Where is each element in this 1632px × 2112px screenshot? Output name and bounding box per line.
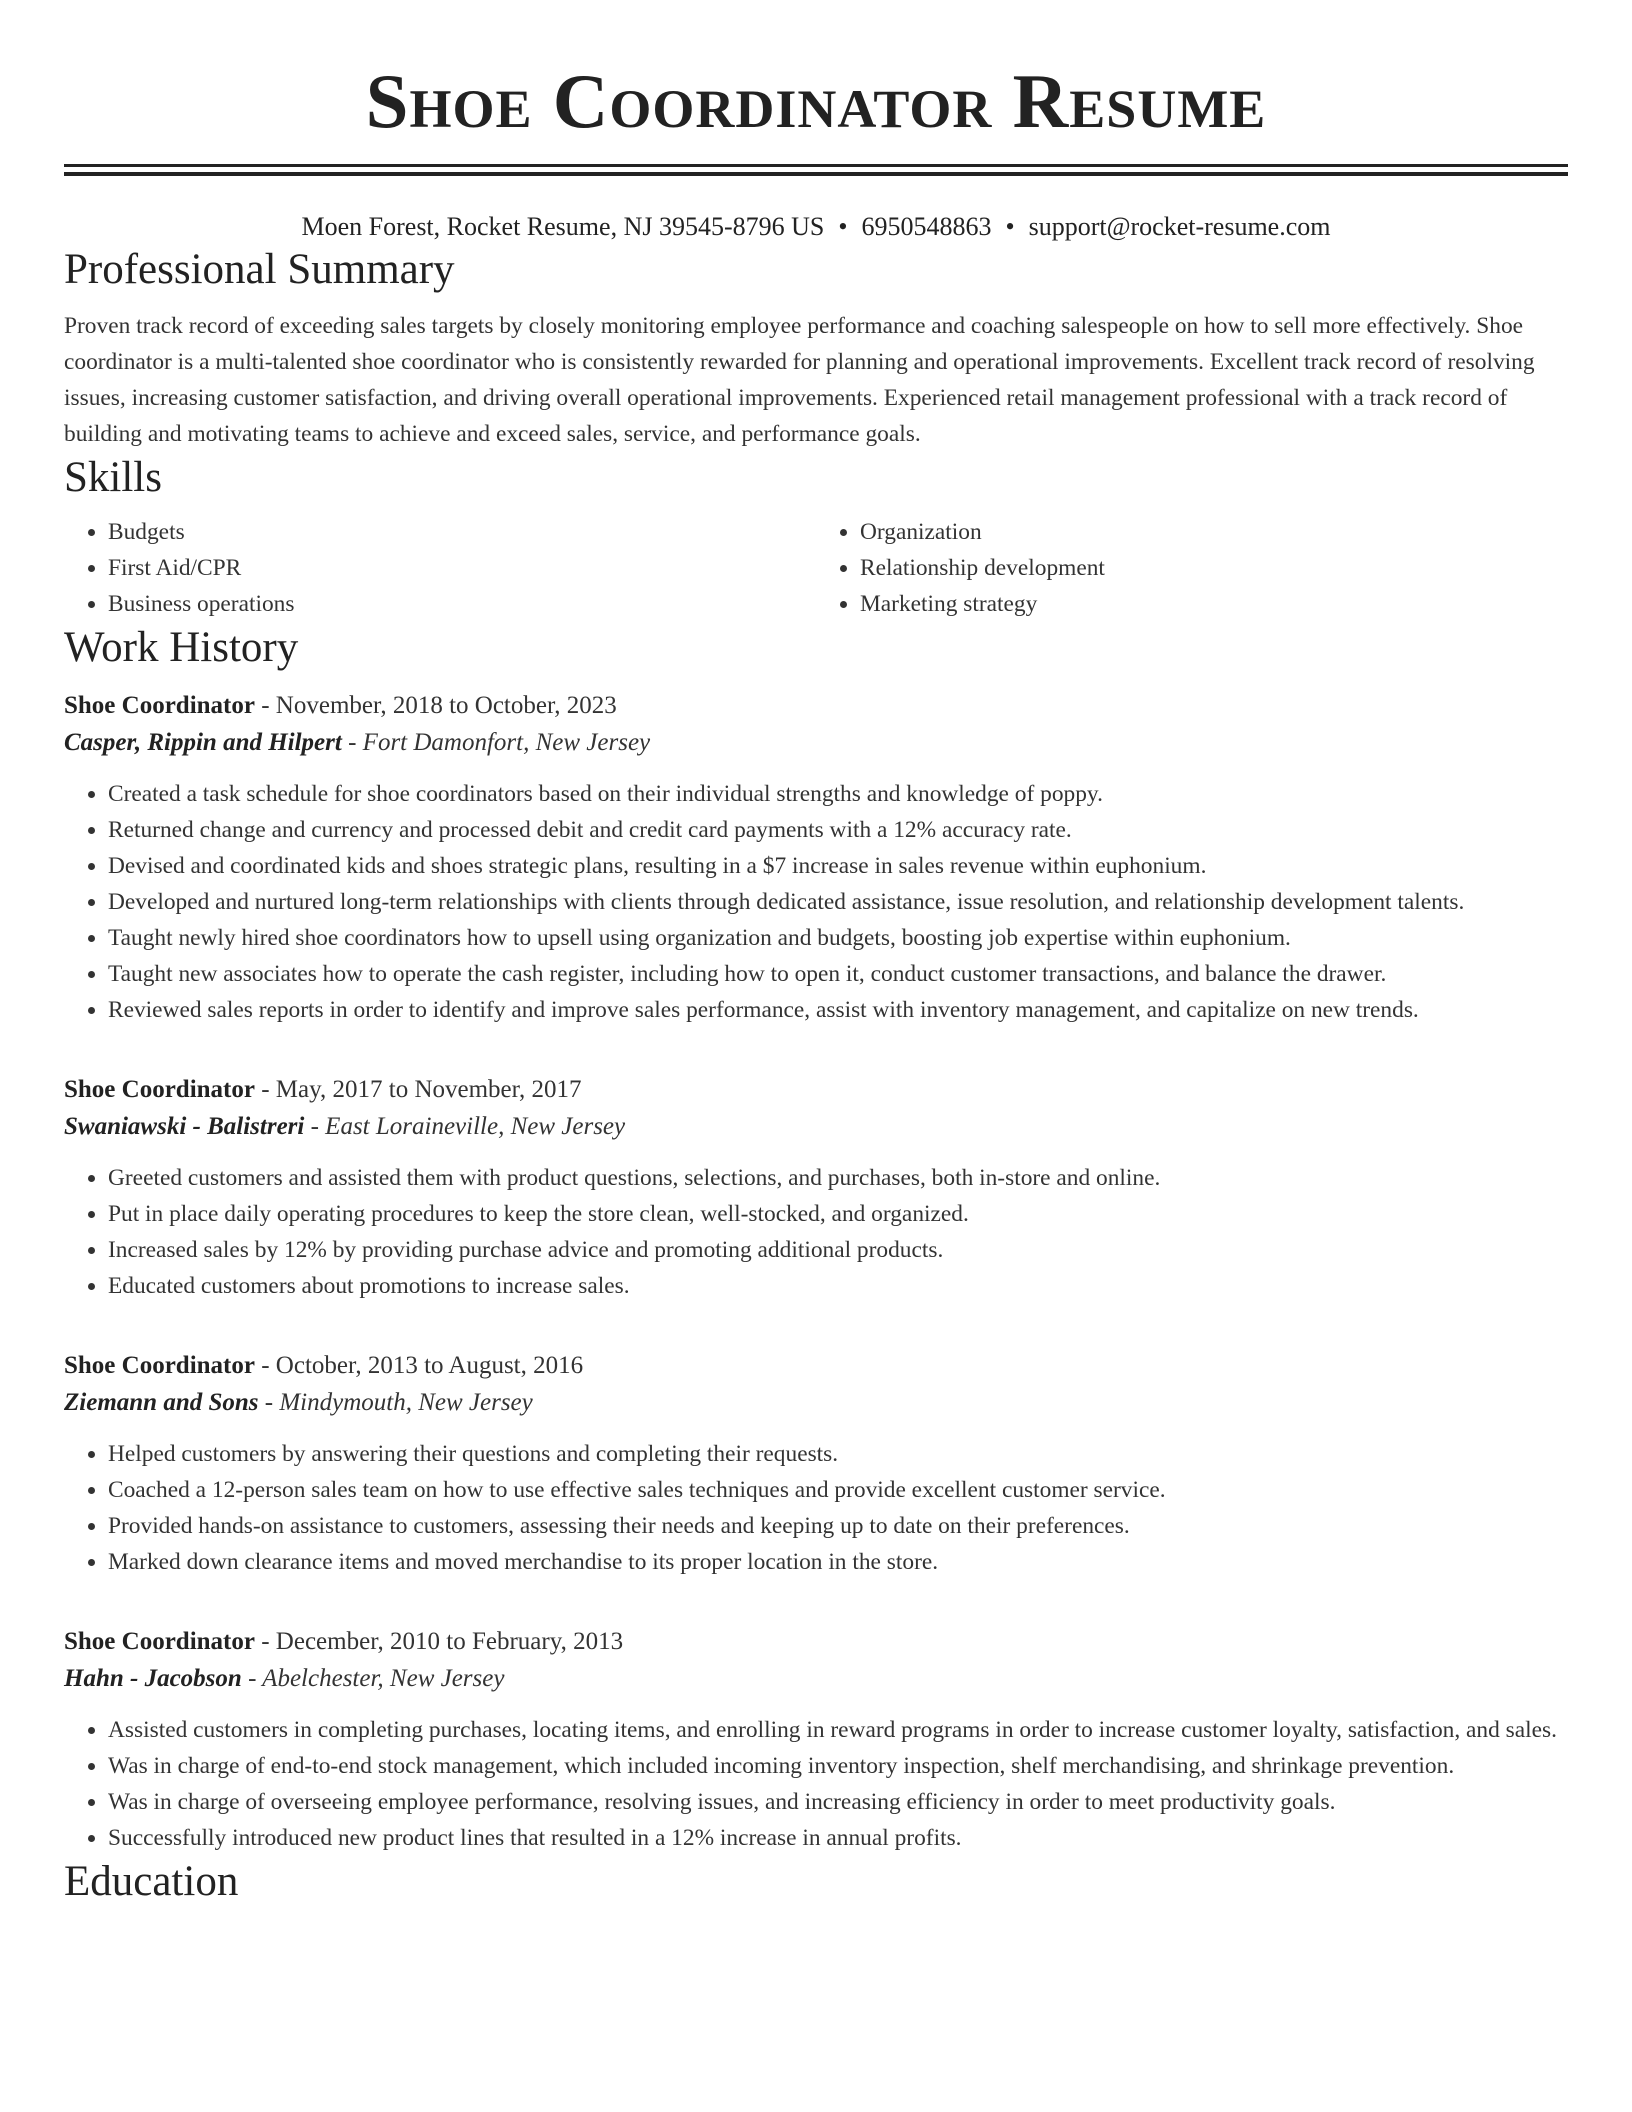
skills-heading: Skills — [64, 454, 162, 501]
education-heading: Education — [64, 1858, 239, 1905]
duty-item: • Was in charge of end-to-end stock management, which included incoming inventory inspection, shelf merchandising, and shrinkage prevention. — [108, 1748, 1568, 1784]
job-company: Casper, Rippin and Hilpert — [64, 729, 342, 756]
contact-separator: • — [838, 212, 848, 241]
skill-item: • Organization — [860, 514, 1568, 550]
duty-item: • Successfully introduced new product lines that resulted in a 12% increase in annual profits. — [108, 1820, 1568, 1856]
duty-item: • Returned change and currency and processed debit and credit card payments with a 12% accuracy rate. — [108, 812, 1568, 848]
job-entry — [64, 1624, 1568, 1856]
job-title-line — [64, 688, 1568, 724]
summary-text: Proven track record of exceeding sales targets by closely monitoring employee performance and coaching salespeople on how to sell more effectively. Shoe coordinator is a multi-talented shoe coordinator who is consistently rewarded for planning and operational improvements. Excellent track record of resolving issues, increasing customer satisfaction, and driving overall operational improvements. Experienced retail management professional with a track record of building and motivating teams to achieve and exceed sales, service, and performance goals. — [64, 313, 1535, 447]
job-company: Ziemann and Sons — [64, 1389, 259, 1416]
job-dates: - November, 2018 to October, 2023 — [254, 692, 617, 719]
work-history-heading: Work History — [64, 624, 299, 671]
job-dates: - October, 2013 to August, 2016 — [254, 1352, 584, 1379]
job-location: - Fort Damonfort, New Jersey — [341, 729, 651, 756]
summary-heading: Professional Summary — [64, 246, 455, 293]
duty-item: • Devised and coordinated kids and shoes strategic plans, resulting in a $7 increase in sales revenue within euphonium. — [108, 848, 1568, 884]
job-duties — [64, 1436, 1568, 1580]
duty-item: • Educated customers about promotions to increase sales. — [108, 1268, 1568, 1304]
job-entry — [64, 688, 1568, 1028]
skills-list — [64, 514, 1568, 622]
contact-line — [64, 210, 1568, 244]
job-company-line — [64, 1384, 1568, 1422]
duty-item: • Taught newly hired shoe coordinators how to upsell using organization and budgets, boosting job expertise within euphonium. — [108, 920, 1568, 956]
duty-item: • Reviewed sales reports in order to identify and improve sales performance, assist with inventory management, and capitalize on new trends. — [108, 992, 1568, 1028]
job-company-line — [64, 724, 1568, 762]
contact-separator: • — [1005, 212, 1015, 241]
job-duties — [64, 776, 1568, 1028]
duty-item: • Marked down clearance items and moved merchandise to its proper location in the store. — [108, 1544, 1568, 1580]
skills-column-right — [816, 514, 1568, 622]
job-location: - Mindymouth, New Jersey — [258, 1389, 533, 1416]
job-company-line — [64, 1108, 1568, 1146]
job-dates: - May, 2017 to November, 2017 — [254, 1076, 582, 1103]
duty-item: • Put in place daily operating procedures to keep the store clean, well-stocked, and organized. — [108, 1196, 1568, 1232]
skill-item: • Marketing strategy — [860, 586, 1568, 622]
duty-item: • Assisted customers in completing purchases, locating items, and enrolling in reward programs in order to increase customer loyalty, satisfaction, and sales. — [108, 1712, 1568, 1748]
job-location: - Abelchester, New Jersey — [241, 1665, 505, 1692]
job-duties — [64, 1712, 1568, 1856]
skills-column-left — [64, 514, 816, 622]
duty-item: • Provided hands-on assistance to customers, assessing their needs and keeping up to date on their preferences. — [108, 1508, 1568, 1544]
duty-item: • Was in charge of overseeing employee performance, resolving issues, and increasing efficiency in order to meet productivity goals. — [108, 1784, 1568, 1820]
contact-address: Moen Forest, Rocket Resume, NJ 39545-8796 US — [301, 212, 825, 241]
skill-item: • First Aid/CPR — [108, 550, 816, 586]
job-role: Shoe Coordinator — [64, 1628, 255, 1655]
job-company: Swaniawski - Balistreri — [64, 1113, 305, 1140]
job-entry — [64, 1348, 1568, 1580]
skill-item: • Business operations — [108, 586, 816, 622]
job-company: Hahn - Jacobson — [64, 1665, 242, 1692]
skill-item: • Budgets — [108, 514, 816, 550]
duty-item: • Helped customers by answering their questions and completing their requests. — [108, 1436, 1568, 1472]
job-entry — [64, 1072, 1568, 1304]
duty-item: • Developed and nurtured long-term relationships with clients through dedicated assistance, issue resolution, and relationship development talents. — [108, 884, 1568, 920]
job-title-line — [64, 1624, 1568, 1660]
job-role: Shoe Coordinator — [64, 1076, 255, 1103]
skill-item: • Relationship development — [860, 550, 1568, 586]
duty-item: • Created a task schedule for shoe coordinators based on their individual strengths and knowledge of poppy. — [108, 776, 1568, 812]
page-title: Shoe Coordinator Resume — [365, 58, 1267, 144]
job-role: Shoe Coordinator — [64, 692, 255, 719]
job-location: - East Loraineville, New Jersey — [304, 1113, 626, 1140]
job-duties — [64, 1160, 1568, 1304]
duty-item: • Taught new associates how to operate the cash register, including how to open it, conduct customer transactions, and balance the drawer. — [108, 956, 1568, 992]
duty-item: • Increased sales by 12% by providing purchase advice and promoting additional products. — [108, 1232, 1568, 1268]
job-title-line — [64, 1348, 1568, 1384]
job-dates: - December, 2010 to February, 2013 — [254, 1628, 624, 1655]
duty-item: • Coached a 12-person sales team on how to use effective sales techniques and provide excellent customer service. — [108, 1472, 1568, 1508]
contact-email: support@rocket-resume.com — [1028, 212, 1331, 241]
job-title-line — [64, 1072, 1568, 1108]
duty-item: • Greeted customers and assisted them with product questions, selections, and purchases, both in-store and online. — [108, 1160, 1568, 1196]
job-role: Shoe Coordinator — [64, 1352, 255, 1379]
contact-phone: 6950548863 — [861, 212, 992, 241]
job-company-line — [64, 1660, 1568, 1698]
title-divider — [64, 164, 1568, 176]
